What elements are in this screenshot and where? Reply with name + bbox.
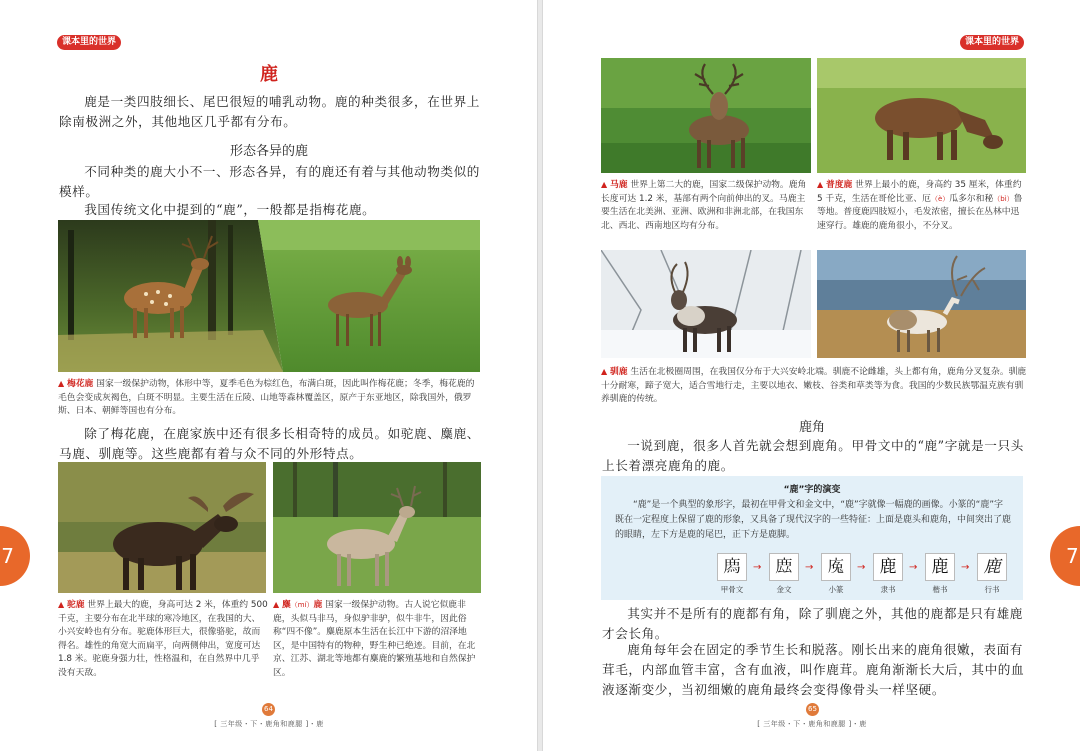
sika-deer-photo bbox=[58, 220, 480, 372]
page-number: 64 bbox=[262, 703, 275, 716]
box-text: “鹿”是一个典型的象形字，最初在甲骨文和金文中，“鹿”字就像一幅鹿的画像。小篆的“鹿”字既在一定程度上保留了鹿的形象，又具备了现代汉字的一些特征：上面是鹿头和鹿角，中间突出了鹿的眼睛，左下方是鹿的尾巴，正下方是鹿脚。 bbox=[615, 500, 1012, 540]
antler-paragraph-3: 鹿角每年会在固定的季节生长和脱落。刚长出来的鹿角很嫩，表面有茸毛，内部血管丰富，含有血液，叫作鹿茸。鹿角渐渐长大后，其中的血液逐渐变少，当初细嫩的鹿角最终会变得像骨头一样坚硬。 bbox=[602, 642, 1025, 697]
script-label: 楷书 bbox=[932, 585, 948, 594]
script-glyph: 𢊁 bbox=[717, 553, 747, 581]
milu-deer-caption bbox=[273, 598, 483, 680]
script-evolution-row bbox=[717, 553, 1007, 598]
milu-pinyin: （mí） bbox=[290, 601, 314, 609]
script-glyph: 鹿 bbox=[925, 553, 955, 581]
pudu-description-3: 鲁等地。普度鹿四肢短小，毛发浓密，擅长在丛林中迅速穿行。雄鹿的鹿角很小，不分叉。 bbox=[817, 193, 1023, 231]
caption-triangle-icon: ▲ bbox=[817, 180, 824, 189]
reindeer-snow-photo bbox=[601, 250, 811, 358]
antler-paragraph-1: 一说到鹿，很多人首先就会想到鹿角。甲骨文中的“鹿”字就是一只头上长着漂亮鹿角的鹿。 bbox=[602, 438, 1024, 473]
red-deer-caption bbox=[601, 178, 813, 233]
script-label: 小篆 bbox=[828, 585, 844, 594]
pudu-description-2: 瓜多尔和秘 bbox=[949, 193, 994, 204]
red-deer-description: 世界上第二大的鹿，国家二级保护动物。鹿角长度可达 1.2 米，基部有两个向前伸出的叉。马鹿主要生活在北美洲、亚洲、欧洲和非洲北部，在我国东北、西北、西南地区均有分布。 bbox=[601, 180, 807, 231]
milu-deer-photo bbox=[273, 462, 481, 593]
moose-photo bbox=[58, 462, 266, 593]
chapter-tab: 7 bbox=[0, 526, 30, 586]
script-regular bbox=[925, 553, 955, 595]
script-glyph: 鹿 bbox=[977, 553, 1007, 581]
script-label: 金文 bbox=[776, 585, 792, 594]
right-page bbox=[542, 0, 1080, 751]
milu-deer-description: 国家一级保护动物。古人说它似鹿非鹿，头似马非马，身似驴非驴，似牛非牛，因此俗称“四不像”。麋鹿原本生活在长江中下游的沼泽地区，是中国特有的物种，野生种已绝迹。目前，在北京、江苏、湖北等地都有麋鹿的繁殖基地和自然保护区。 bbox=[273, 600, 476, 678]
section-heading-shapes: 形态各异的鹿 bbox=[229, 144, 308, 159]
pudu-pinyin-bi: （bì） bbox=[993, 194, 1014, 203]
script-glyph: 𢉖 bbox=[769, 553, 799, 581]
arrow-right-icon: → bbox=[961, 562, 970, 573]
script-glyph: 𢉕 bbox=[821, 553, 851, 581]
reindeer-caption bbox=[601, 365, 1027, 407]
moose-description: 世界上最大的鹿，身高可达 2 米，体重约 500 千克，主要分布在北半球的寒冷地区，在我国的大、小兴安岭也有分布。驼鹿体形巨大，很像骆驼，故而得名。雄性的角宽大而扁平，向两侧伸出，宽度可达 1.8 米。驼鹿身强力壮，性格温和，在自然界中几乎没有天敌。 bbox=[58, 600, 268, 678]
arrow-right-icon: → bbox=[805, 562, 814, 573]
reindeer-tundra-photo bbox=[817, 250, 1026, 358]
script-label: 隶书 bbox=[880, 585, 896, 594]
section-heading-antlers: 鹿角 bbox=[798, 420, 825, 435]
script-bronze bbox=[769, 553, 799, 595]
series-badge: 课本里的世界 bbox=[57, 35, 121, 50]
pudu-description-1: 世界上最小的鹿，身高约 35 厘米，体重约 5 千克，生活在哥伦比亚、厄 bbox=[817, 180, 1022, 204]
caption-triangle-icon: ▲ bbox=[58, 600, 65, 609]
caption-triangle-icon: ▲ bbox=[601, 180, 608, 189]
red-deer-photo bbox=[601, 58, 811, 173]
reindeer-name: 驯鹿 bbox=[609, 367, 628, 377]
caption-triangle-icon: ▲ bbox=[58, 379, 65, 388]
page-footer: [ 三年级・下・鹿角和鹿腿 ]・鹿 bbox=[757, 720, 867, 728]
script-label: 行书 bbox=[984, 585, 1000, 594]
caption-triangle-icon: ▲ bbox=[601, 367, 608, 376]
arrow-right-icon: → bbox=[909, 562, 918, 573]
character-evolution-box bbox=[601, 476, 1023, 600]
script-clerical bbox=[873, 553, 903, 595]
milu-char-2: 鹿 bbox=[313, 600, 323, 610]
milu-deer-name bbox=[282, 600, 322, 610]
arrow-right-icon: → bbox=[753, 562, 762, 573]
section1-paragraph-1: 不同种类的鹿大小不一、形态各异，有的鹿还有着与其他动物类似的模样。 bbox=[59, 164, 480, 199]
sika-deer-name: 梅花鹿 bbox=[66, 379, 94, 389]
pudu-pinyin-e: （è） bbox=[930, 194, 950, 203]
script-small-seal bbox=[821, 553, 851, 595]
milu-char-1: 麋 bbox=[281, 600, 291, 610]
pudu-name: 普度鹿 bbox=[825, 180, 853, 190]
antler-paragraph-2: 其实并不是所有的鹿都有角，除了驯鹿之外，其他的鹿都是只有雄鹿才会长角。 bbox=[602, 606, 1023, 641]
pudu-photo bbox=[817, 58, 1026, 173]
page-title: 鹿 bbox=[260, 64, 278, 85]
moose-name: 驼鹿 bbox=[66, 600, 85, 610]
moose-caption bbox=[58, 598, 268, 680]
intro-paragraph: 鹿是一类四肢细长、尾巴很短的哺乳动物。鹿的种类很多，在世界上除南极洲之外，其他地区几乎都有分布。 bbox=[59, 94, 480, 129]
script-oracle bbox=[717, 553, 747, 595]
series-badge: 课本里的世界 bbox=[960, 35, 1024, 50]
red-deer-name: 马鹿 bbox=[609, 180, 628, 190]
script-running bbox=[977, 553, 1007, 595]
page-number: 65 bbox=[806, 703, 819, 716]
script-glyph: 鹿 bbox=[873, 553, 903, 581]
left-page bbox=[0, 0, 538, 751]
sika-deer-caption bbox=[58, 377, 482, 419]
caption-triangle-icon: ▲ bbox=[273, 600, 280, 609]
pudu-caption bbox=[817, 178, 1028, 233]
script-label: 甲骨文 bbox=[720, 585, 744, 594]
reindeer-description: 生活在北极圈周围，在我国仅分布于大兴安岭北端。驯鹿不论雌雄，头上都有角，鹿角分叉复杂。驯鹿十分耐寒，蹄子宽大，适合雪地行走，主要以地衣、嫩枝、谷类和草类等为食。我国的少数民族鄂温克族有驯养驯鹿的传统。 bbox=[601, 367, 1027, 404]
page-footer: [ 三年级・下・鹿角和鹿腿 ]・鹿 bbox=[214, 720, 324, 728]
arrow-right-icon: → bbox=[857, 562, 866, 573]
chapter-tab: 7 bbox=[1050, 526, 1080, 586]
family-paragraph: 除了梅花鹿，在鹿家族中还有很多长相奇特的成员。如驼鹿、麋鹿、马鹿、驯鹿等。这些鹿都有着与众不同的外形特点。 bbox=[59, 426, 480, 461]
section1-paragraph-2: 我国传统文化中提到的“鹿”，一般都是指梅花鹿。 bbox=[84, 202, 376, 217]
box-title: “鹿”字的演变 bbox=[783, 485, 841, 495]
sika-deer-description: 国家一级保护动物，体形中等，夏季毛色为棕红色，布满白斑，因此叫作梅花鹿；冬季，梅花鹿的毛色会变成灰褐色，白斑不明显。主要生活在丘陵、山地等森林覆盖区，原产于东亚地区，除我国外，俄罗斯、日本、朝鲜等国也有分布。 bbox=[58, 379, 475, 416]
